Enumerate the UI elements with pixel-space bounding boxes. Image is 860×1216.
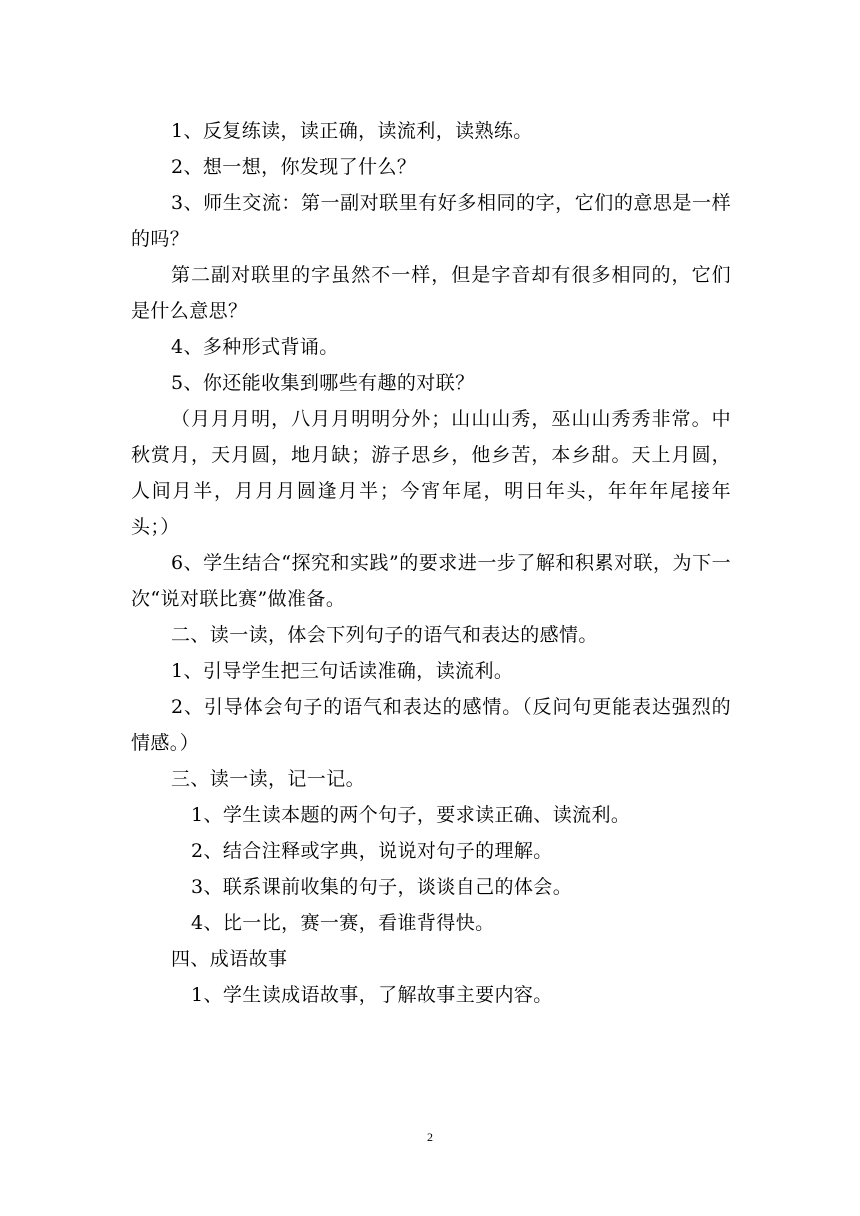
page-body [131,113,731,1013]
paragraph-4: 第二副对联里的字虽然不一样，但是字音却有很多相同的，它们是什么意思？ [131,264,731,322]
section-heading-2: 二、读一读，体会下列句子的语气和表达的感情。 [171,624,598,646]
paragraph-11: 2、引导体会句子的语气和表达的感情。（反问句更能表达强烈的情感。） [131,696,731,754]
paragraph-7: （月月月明，八月月明明分外；山山山秀，巫山山秀秀非常。中秋赏月，天月圆，地月缺；游子思乡，他乡苦，本乡甜。天上月圆，人间月半，月月月圆逢月半；今宵年尾，明日年头，年年年尾接年头；） [131,408,731,538]
paragraph-15: 3、联系课前收集的句子，谈谈自己的体会。 [191,876,573,898]
paragraph-6: 5、你还能收集到哪些有趣的对联？ [171,372,475,394]
paragraph-13: 1、学生读本题的两个句子，要求读正确、读流利。 [191,804,631,826]
paragraph-16: 4、比一比，赛一赛，看谁背得快。 [191,912,495,934]
paragraph-14: 2、结合注释或字典，说说对句子的理解。 [191,840,553,862]
paragraph-3: 3、师生交流：第一副对联里有好多相同的字，它们的意思是一样的吗？ [131,192,731,250]
paragraph-8: 6、学生结合“探究和实践”的要求进一步了解和积累对联，为下一次“说对联比赛”做准备。 [131,552,731,610]
page-number: 2 [427,1130,433,1144]
paragraph-10: 1、引导学生把三句话读准确，读流利。 [171,660,514,682]
section-heading-3: 三、读一读，记一记。 [171,768,366,790]
paragraph-5: 4、多种形式背诵。 [171,336,339,358]
paragraph-1: 1、反复练读，读正确，读流利，读熟练。 [171,120,533,142]
paragraph-2: 2、想一想，你发现了什么？ [171,156,417,178]
section-heading-4: 四、成语故事 [171,948,288,970]
paragraph-18: 1、学生读成语故事，了解故事主要内容。 [191,984,553,1006]
